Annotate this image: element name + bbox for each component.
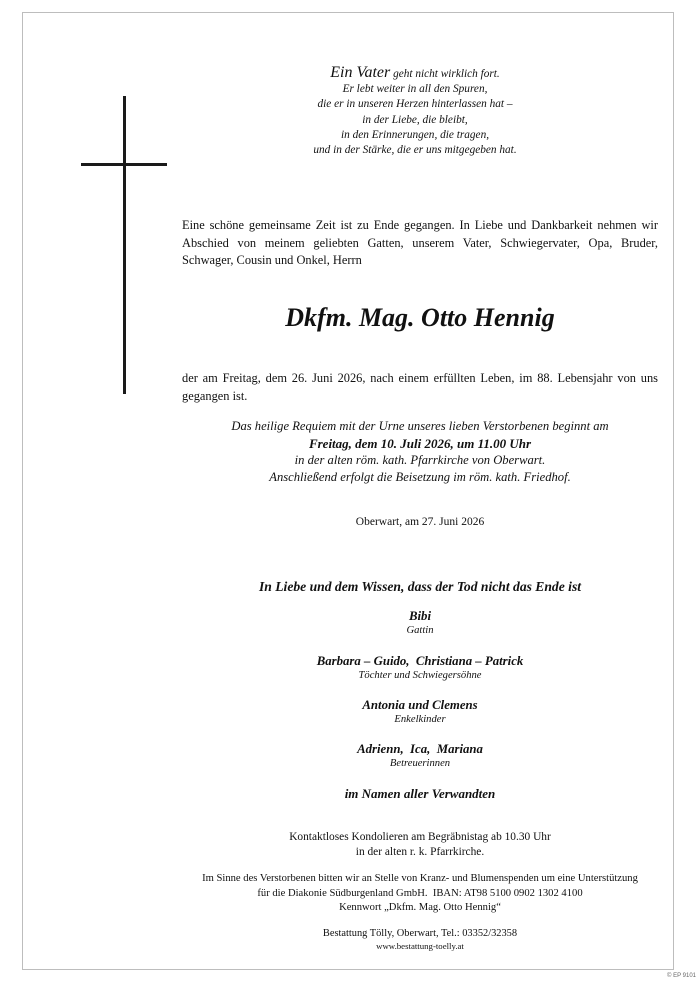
donation-iban: für die Diakonie Südburgenland GmbH. IBAN: AT98 5100 0902 1302 4100	[257, 887, 583, 899]
cross-icon-horizontal	[81, 163, 167, 166]
mourner-role: Enkelkinder	[394, 714, 446, 725]
requiem-date: Freitag, dem 10. Juli 2026, um 11.00 Uhr	[308, 436, 532, 451]
intro-paragraph: Eine schöne gemeinsame Zeit ist zu Ende gegangen. In Liebe und Dankbarkeit nehmen wir Abschied von meinem geliebten Gatten, unserem Vater, Schwiegervater, Opa, Bruder, Schwager, Cousin und Onkel, Herrn	[182, 218, 658, 267]
place-date: Oberwart, am 27. Juni 2026	[355, 516, 485, 528]
mourner-role: Gattin	[406, 625, 434, 636]
requiem-notice	[182, 418, 658, 486]
print-code: © EP 9101	[667, 973, 696, 979]
donation-keyword: Kennwort „Dkfm. Mag. Otto Hennig“	[339, 902, 501, 913]
deceased-name: Dkfm. Mag. Otto Hennig	[285, 303, 555, 332]
undertaker-contact: Bestattung Tölly, Oberwart, Tel.: 03352/32358	[322, 928, 518, 939]
poem-line: in der Liebe, die bleibt,	[362, 113, 468, 126]
poem-line: Er lebt weiter in all den Spuren,	[342, 83, 488, 96]
requiem-line: Das heilige Requiem mit der Urne unseres lieben Verstorbenen beginnt am	[231, 419, 609, 433]
mourner-name: Barbara – Guido, Christiana – Patrick	[316, 654, 524, 668]
mourner-role: Töchter und Schwiegersöhne	[358, 670, 482, 681]
poem-line: die er in unseren Herzen hinterlassen hat –	[317, 98, 513, 111]
mourner-entry	[182, 608, 658, 637]
requiem-line: Anschließend erfolgt die Beisetzung im röm. kath. Friedhof.	[269, 470, 571, 484]
mourner-name: Antonia und Clemens	[362, 698, 478, 712]
mourner-role: Betreuerinnen	[389, 758, 451, 769]
mourner-entry	[182, 741, 658, 770]
poem-lead-rest: geht nicht wirklich fort.	[393, 68, 500, 80]
requiem-line: in der alten röm. kath. Pfarrkirche von Oberwart.	[294, 453, 546, 467]
poem-line: und in der Stärke, die er uns mitgegeben hat.	[313, 144, 517, 157]
condolence-line: Kontaktloses Kondolieren am Begräbnistag ab 10.30 Uhr	[289, 831, 551, 843]
mourner-name: Bibi	[408, 609, 432, 623]
undertaker-website: www.bestattung-toelly.at	[376, 941, 464, 951]
donation-line: Im Sinne des Verstorbenen bitten wir an Stelle von Kranz- und Blumenspenden um eine Unterstützung	[202, 873, 638, 884]
cross-icon-vertical	[123, 96, 126, 394]
donation-notice	[170, 872, 670, 916]
mourner-name: Adrienn, Ica, Mariana	[357, 742, 483, 756]
poem-first-line	[230, 65, 600, 82]
undertaker-info	[182, 927, 658, 953]
mourner-entry	[182, 697, 658, 726]
closing-line: im Namen aller Verwandten	[344, 786, 496, 801]
poem-lead-big: Ein Vater	[330, 64, 391, 81]
memorial-poem	[230, 65, 600, 158]
condolence-line: in der alten r. k. Pfarrkirche.	[355, 846, 485, 858]
condolence-notice	[182, 830, 658, 860]
poem-line: in den Erinnerungen, die tragen,	[340, 128, 490, 141]
death-paragraph: der am Freitag, dem 26. Juni 2026, nach einem erfüllten Leben, im 88. Lebensjahr von uns gegangen ist.	[182, 371, 658, 403]
mourners-intro: In Liebe und dem Wissen, dass der Tod nicht das Ende ist	[258, 579, 582, 594]
mourner-entry	[182, 653, 658, 682]
